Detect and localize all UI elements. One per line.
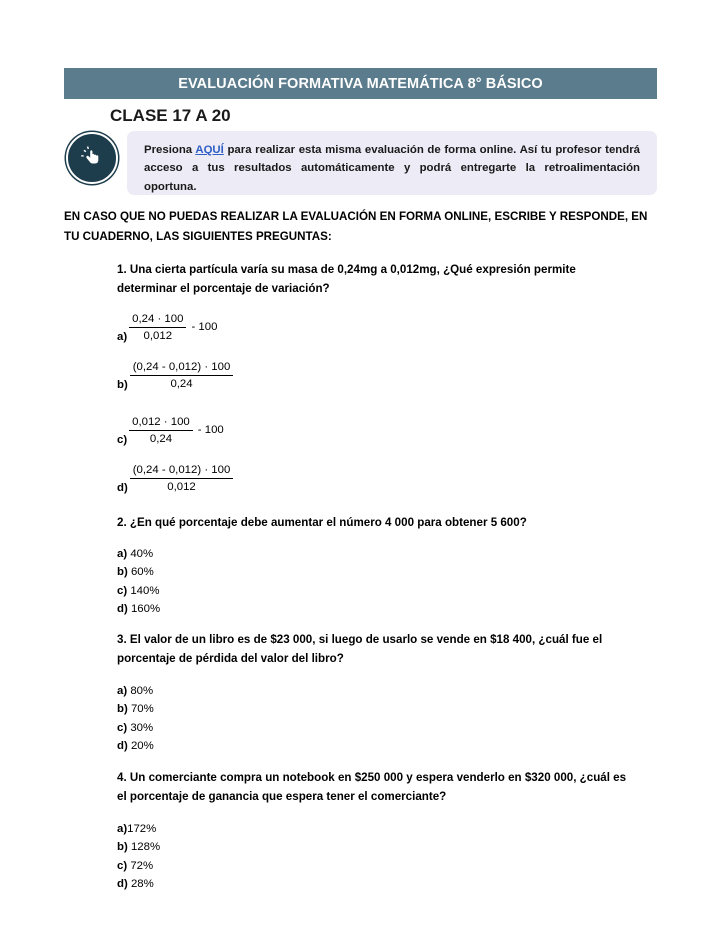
- click-hand-icon: [66, 132, 118, 184]
- fraction-numerator: 0,24 · 100: [129, 312, 186, 328]
- question-4-options: [117, 820, 160, 894]
- fraction: [130, 463, 234, 495]
- question-3-text: 3. El valor de un libro es de $23 000, si luego de usarlo se vende en $18 400, ¿cuál fue el porcentaje de pérdida del valor del libro?: [117, 633, 603, 665]
- document-title-bar: [64, 68, 657, 99]
- fraction-numerator: (0,24 - 0,012) · 100: [130, 463, 234, 479]
- option-value: 80%: [130, 685, 154, 697]
- option-value: 30%: [130, 721, 154, 734]
- question-3-option-a[interactable]: [117, 682, 154, 700]
- notice-text: [144, 141, 640, 196]
- question-3-option-b[interactable]: [117, 700, 154, 718]
- fraction-denominator: 0,24: [149, 433, 173, 446]
- option-value: 128%: [130, 841, 161, 854]
- question-2-text: 2. ¿En qué porcentaje debe aumentar el número 4 000 para obtener 5 600?: [117, 516, 527, 529]
- option-label: d): [117, 481, 128, 494]
- option-label: d): [117, 878, 128, 891]
- page-title: EVALUACIÓN FORMATIVA MATEMÁTICA 8° BÁSICO: [178, 75, 543, 92]
- option-value: 28%: [130, 878, 154, 891]
- fraction-denominator: 0,24: [170, 378, 193, 391]
- option-label: b): [117, 566, 128, 579]
- option-value: 160%: [130, 603, 161, 616]
- option-value: 60%: [130, 566, 154, 579]
- option-label: d): [117, 740, 128, 753]
- question-4-option-a[interactable]: [117, 820, 160, 838]
- clase-heading: CLASE 17 A 20: [110, 106, 231, 125]
- instruction-text: EN CASO QUE NO PUEDAS REALIZAR LA EVALUACIÓN EN FORMA ONLINE, ESCRIBE Y RESPONDE, EN TU CUADERNO, LAS SIGUIENTES PREGUNTAS:: [64, 210, 648, 243]
- option-value: 20%: [130, 740, 154, 753]
- fraction: [129, 312, 186, 344]
- question-4-text: 4. Un comerciante compra un notebook en $250 000 y espera venderlo en $320 000, ¿cuál es el porcentaje de ganancia que espera tener el comerciante?: [117, 771, 627, 803]
- fraction: [129, 415, 193, 447]
- option-label: a): [117, 330, 128, 343]
- option-label: d): [117, 603, 128, 616]
- notice-text-after: para realizar esta misma evaluación de forma online. Así tu profesor tendrá acceso a tus resultados automáticamente y podrá entregarte la retroalimentación oportuna.: [144, 144, 640, 193]
- option-label: c): [117, 584, 128, 597]
- option-value: 172%: [127, 823, 157, 835]
- option-value: 72%: [130, 859, 154, 872]
- option-label: c): [117, 433, 128, 446]
- question-3-option-c[interactable]: [117, 719, 154, 737]
- option-value: 40%: [130, 548, 154, 560]
- question-4-option-d[interactable]: [117, 875, 160, 893]
- question-3-option-d[interactable]: [117, 737, 154, 755]
- question-2-option-a[interactable]: [117, 545, 160, 563]
- option-label: a): [117, 685, 128, 697]
- question-4-option-b[interactable]: [117, 838, 160, 856]
- online-evaluation-notice: [127, 131, 657, 195]
- question-4-option-c[interactable]: [117, 857, 160, 875]
- question-2-option-d[interactable]: [117, 600, 160, 618]
- option-label: b): [117, 378, 128, 391]
- option-label: c): [117, 721, 128, 734]
- option-value: 140%: [130, 584, 160, 597]
- option-value: 70%: [130, 703, 154, 716]
- fraction-tail: - 100: [197, 423, 224, 436]
- question-2-option-b[interactable]: [117, 563, 160, 581]
- question-1-option-d[interactable]: [117, 463, 238, 495]
- option-label: c): [117, 859, 128, 872]
- option-label: b): [117, 841, 128, 854]
- question-1-option-c[interactable]: [117, 415, 224, 447]
- fraction: [130, 360, 234, 392]
- option-label: a): [117, 823, 128, 835]
- question-3-options: [117, 682, 154, 756]
- option-label: b): [117, 703, 128, 716]
- fraction-denominator: 0,012: [167, 481, 196, 494]
- fraction-denominator: 0,012: [143, 330, 173, 343]
- aqui-link[interactable]: AQUÍ: [195, 144, 224, 156]
- notice-text-before: Presiona: [144, 144, 196, 156]
- question-2-option-c[interactable]: [117, 582, 160, 600]
- option-label: a): [117, 548, 128, 560]
- question-1-option-a[interactable]: [117, 312, 217, 344]
- question-1-text: 1. Una cierta partícula varía su masa de 0,24mg a 0,012mg, ¿Qué expresión permite determinar el porcentaje de variación?: [117, 263, 576, 295]
- fraction-tail: - 100: [191, 320, 218, 333]
- question-2-options: [117, 545, 160, 619]
- fraction-numerator: 0,012 · 100: [129, 415, 193, 431]
- fraction-numerator: (0,24 - 0,012) · 100: [130, 360, 234, 376]
- question-1-option-b[interactable]: [117, 360, 238, 392]
